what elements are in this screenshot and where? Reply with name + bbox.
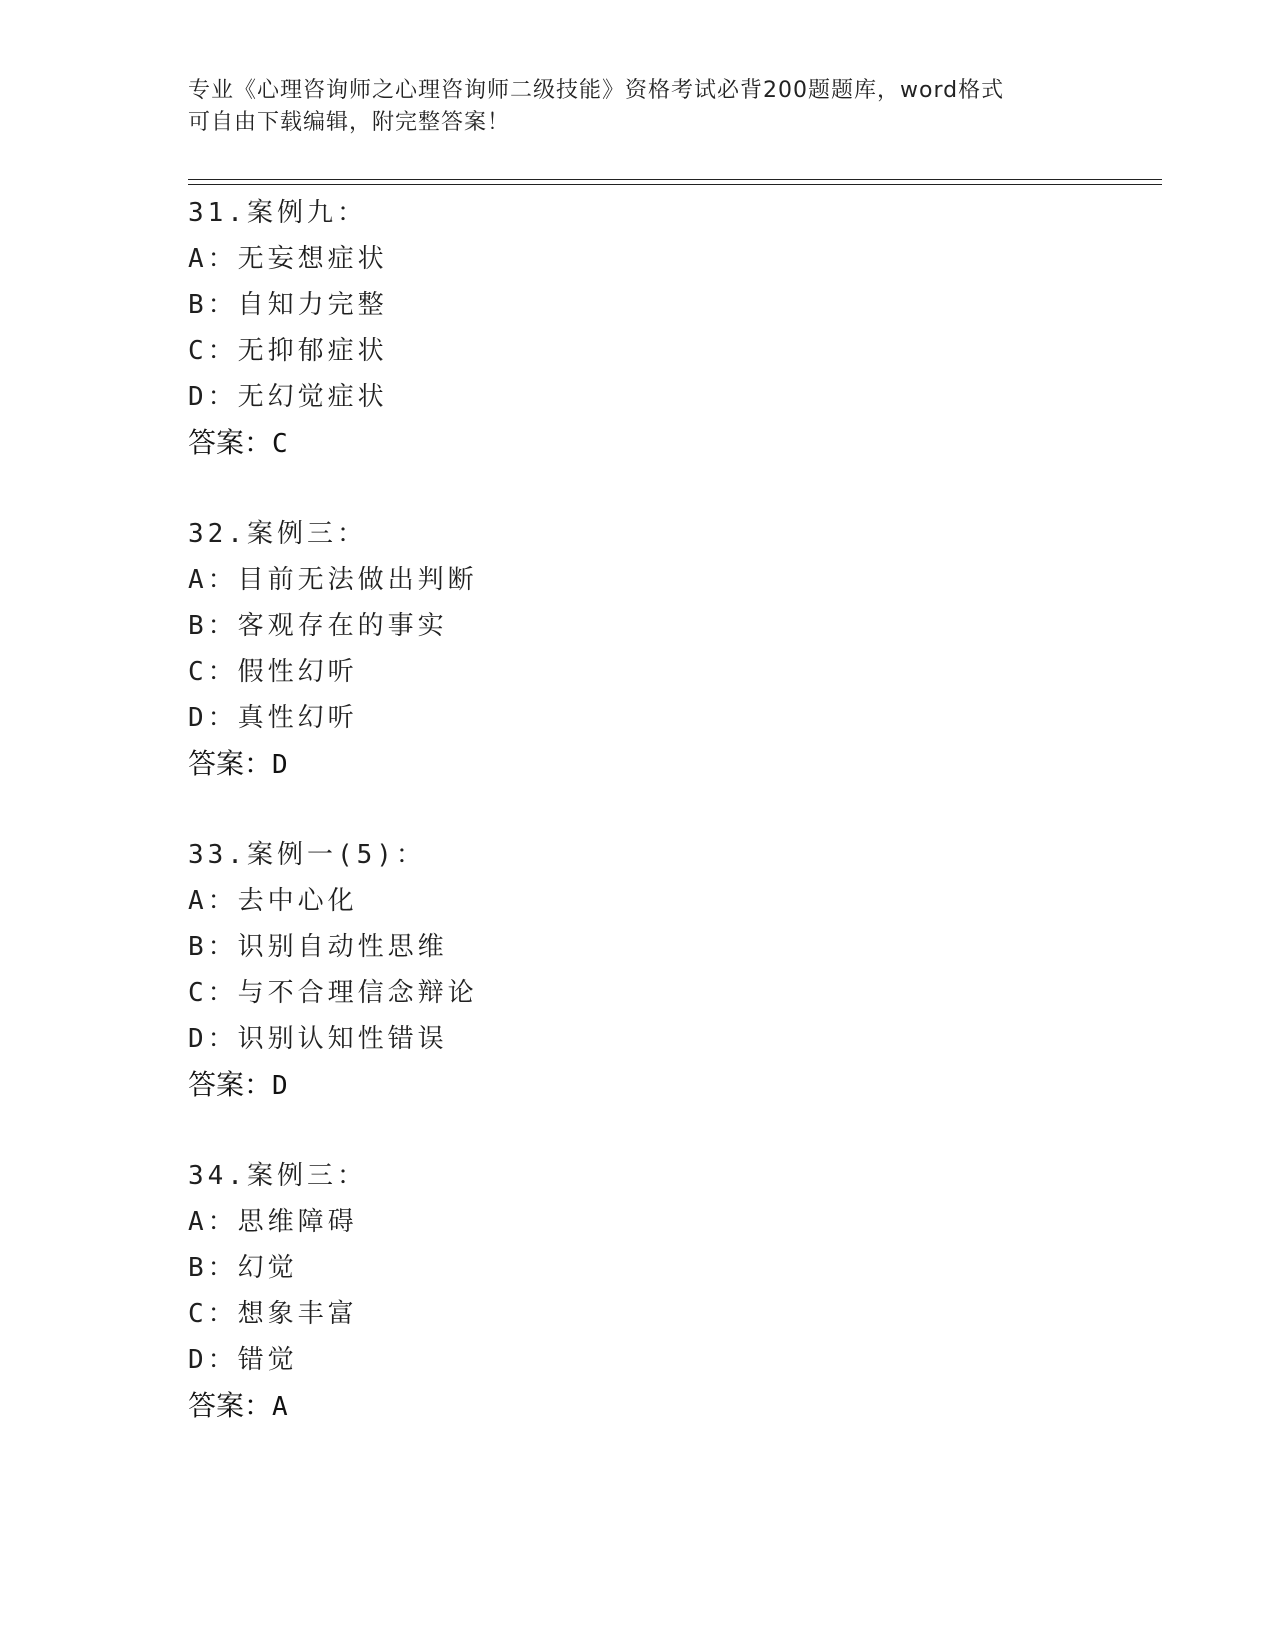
answer-label: 答案： — [188, 1068, 273, 1101]
option-d: D：真性幻听 — [188, 703, 358, 733]
question-title: 31.案例九： — [188, 198, 367, 228]
answer-line — [188, 1383, 1148, 1429]
header-line-2: 可自由下载编辑，附完整答案！ — [188, 110, 511, 135]
option-c: C：想象丰富 — [188, 1299, 358, 1329]
option-c: C：与不合理信念辩论 — [188, 978, 478, 1008]
option-b: B：客观存在的事实 — [188, 611, 448, 641]
question-title: 33.案例一(5)： — [188, 840, 426, 870]
header-divider-top — [188, 179, 1162, 180]
option-b: B：自知力完整 — [188, 290, 388, 320]
question-title: 32.案例三： — [188, 519, 367, 549]
answer-line — [188, 741, 1148, 787]
option-c: C：假性幻听 — [188, 657, 358, 687]
answer-value: D — [272, 750, 288, 780]
answer-value: C — [272, 429, 288, 459]
answer-line — [188, 1062, 1148, 1108]
option-a: A：思维障碍 — [188, 1207, 358, 1237]
answer-line — [188, 420, 1148, 466]
document-header — [188, 75, 1088, 139]
option-b: B：幻觉 — [188, 1253, 298, 1283]
question-list — [188, 190, 1148, 1474]
answer-label: 答案： — [188, 1389, 273, 1422]
question-34 — [188, 1153, 1148, 1429]
question-31 — [188, 190, 1148, 466]
option-c: C：无抑郁症状 — [188, 336, 388, 366]
option-d: D：识别认知性错误 — [188, 1024, 448, 1054]
answer-label: 答案： — [188, 747, 273, 780]
answer-value: D — [272, 1071, 288, 1101]
question-title: 34.案例三： — [188, 1161, 367, 1191]
question-33 — [188, 832, 1148, 1108]
option-b: B：识别自动性思维 — [188, 932, 448, 962]
option-d: D：错觉 — [188, 1345, 298, 1375]
option-d: D：无幻觉症状 — [188, 382, 388, 412]
header-divider-bottom — [188, 184, 1162, 185]
option-a: A：目前无法做出判断 — [188, 565, 478, 595]
option-a: A：无妄想症状 — [188, 244, 388, 274]
question-32 — [188, 511, 1148, 787]
option-a: A：去中心化 — [188, 886, 358, 916]
answer-value: A — [272, 1392, 288, 1422]
answer-label: 答案： — [188, 426, 273, 459]
header-line-1: 专业《心理咨询师之心理咨询师二级技能》资格考试必背200题题库，word格式 — [188, 78, 1005, 103]
